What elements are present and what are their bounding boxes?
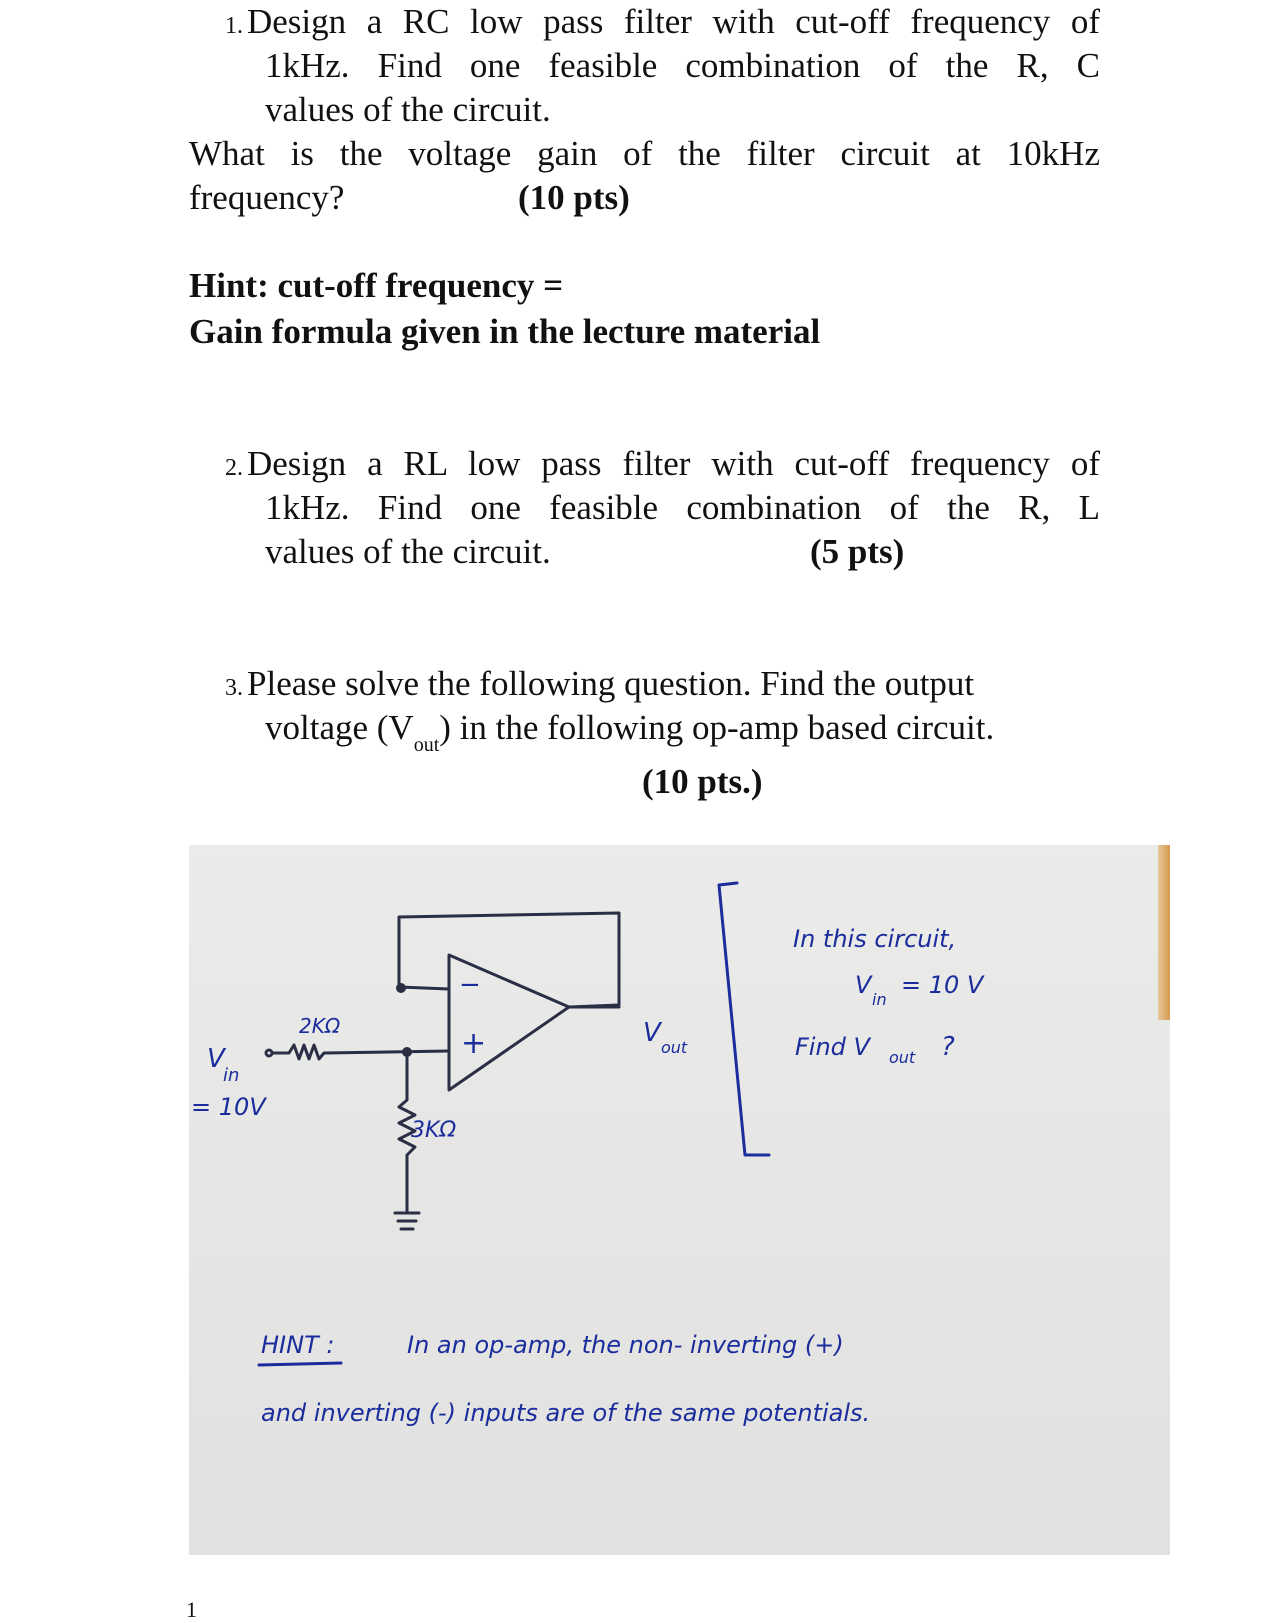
q1-line2-wrap bbox=[265, 44, 1100, 88]
q1-line2: 1kHz. Find one feasible combination of the R, C bbox=[265, 46, 1100, 85]
plus-sign: + bbox=[461, 1026, 487, 1061]
note-find-sub: out bbox=[889, 1048, 916, 1067]
vin-sub: in bbox=[223, 1065, 240, 1086]
feedback-wire bbox=[399, 913, 619, 1007]
ground-symbol bbox=[395, 1213, 419, 1229]
q3-line1: Please solve the following question. Find the output bbox=[247, 664, 975, 703]
q2-number: 2. bbox=[225, 455, 243, 481]
hint1-line2: Gain formula given in the lecture material bbox=[189, 312, 821, 351]
circuit-drawing bbox=[189, 845, 1170, 1555]
q1-line1 bbox=[225, 0, 1100, 48]
q1-line4-wrap bbox=[189, 132, 1100, 176]
vout-label: V bbox=[643, 1018, 661, 1048]
q1-line3: values of the circuit. bbox=[265, 90, 551, 129]
question-1 bbox=[225, 0, 1100, 48]
note-line1: In this circuit, bbox=[793, 925, 957, 953]
feedback-node bbox=[396, 983, 406, 993]
minus-sign: − bbox=[459, 970, 481, 1000]
q2-points: (5 pts) bbox=[810, 532, 905, 571]
q3-line2-sub: out bbox=[413, 734, 440, 756]
note-find: Find V bbox=[795, 1033, 870, 1061]
note-bracket bbox=[719, 883, 769, 1155]
q3-line2-pre: voltage (V bbox=[265, 708, 414, 747]
q1-line5: frequency? bbox=[189, 178, 345, 217]
photo-edge bbox=[1158, 845, 1170, 1020]
note-vin: V bbox=[855, 971, 872, 999]
q3-number: 3. bbox=[225, 675, 243, 701]
note-find-q: ? bbox=[941, 1032, 955, 1062]
question-2 bbox=[225, 442, 1100, 490]
hint-line2: and inverting (-) inputs are of the same potentials. bbox=[261, 1399, 871, 1427]
q1-number: 1. bbox=[225, 13, 243, 39]
q2-line1 bbox=[225, 442, 1100, 490]
q2-line1-text: Design a RL low pass filter with cut-off frequency of bbox=[247, 444, 1100, 483]
vin-label: V bbox=[207, 1044, 225, 1074]
resistor-2k bbox=[273, 1045, 449, 1059]
handwritten-photo bbox=[189, 845, 1170, 1555]
q1-line4: What is the voltage gain of the filter circuit at 10kHz bbox=[189, 134, 1100, 173]
hint-line1: In an op-amp, the non- inverting (+) bbox=[407, 1331, 844, 1359]
question-3 bbox=[225, 662, 974, 710]
vin-value: = 10V bbox=[191, 1093, 266, 1121]
note-vin-value: = 10 V bbox=[901, 971, 984, 999]
q3-points: (10 pts.) bbox=[642, 762, 763, 801]
inverting-wire bbox=[399, 987, 449, 989]
page-number: 1 bbox=[186, 1597, 197, 1622]
hint1-line1: Hint: cut-off frequency = bbox=[189, 266, 564, 305]
hint-underline bbox=[259, 1363, 341, 1365]
q3-line2-post: ) in the following op-amp based circuit. bbox=[439, 708, 995, 747]
r1-label: 2KΩ bbox=[299, 1014, 341, 1038]
hint-label: HINT : bbox=[261, 1331, 335, 1359]
vout-sub: out bbox=[661, 1038, 688, 1057]
note-vin-sub: in bbox=[872, 990, 887, 1009]
q2-line2-wrap bbox=[265, 486, 1100, 530]
q2-line3: values of the circuit. bbox=[265, 532, 551, 571]
vin-terminal bbox=[266, 1050, 272, 1056]
q1-points: (10 pts) bbox=[518, 178, 630, 217]
q2-line2: 1kHz. Find one feasible combination of the R, L bbox=[265, 488, 1100, 527]
r2-label: 3KΩ bbox=[411, 1118, 457, 1143]
q3-line2 bbox=[265, 706, 994, 755]
q1-line1-text: Design a RC low pass filter with cut-off frequency of bbox=[247, 2, 1100, 41]
